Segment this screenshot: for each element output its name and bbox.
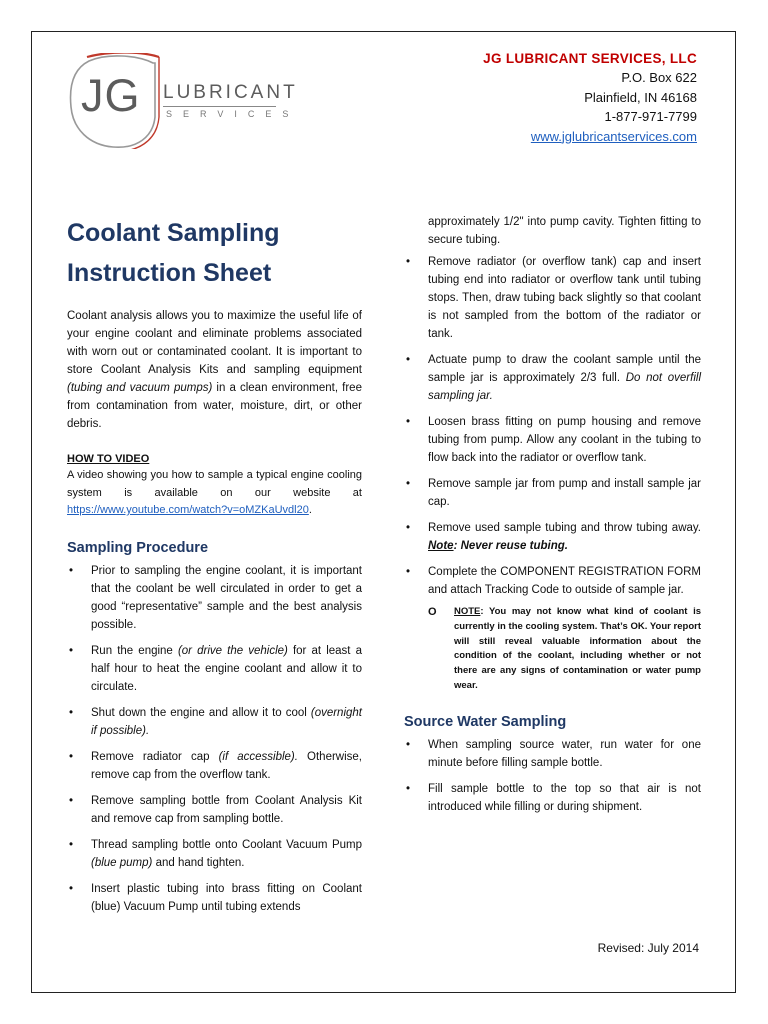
note-label: NOTE (454, 606, 481, 617)
company-website-link[interactable]: www.jglubricantservices.com (530, 128, 697, 144)
title-line-2: Instruction Sheet (67, 259, 272, 287)
sampling-steps-list-continued (404, 253, 701, 599)
step-text: Run the engine (91, 644, 173, 657)
list-item (404, 563, 701, 599)
bullet-icon: • (69, 838, 74, 851)
list-item (67, 562, 362, 634)
company-phone: 1-877-971-7799 (604, 109, 697, 125)
bullet-icon: • (69, 882, 74, 895)
bullet-icon: • (69, 794, 74, 807)
list-item (67, 880, 362, 916)
note-text: : You may not know what kind of coolant is currently in the cooling system. That’s OK. Your report will still reveal valuable information about the condition of the coolant, including whether or not there are any signs of contamination or water pump wear. (454, 606, 701, 691)
step-text: Remove radiator cap (91, 750, 210, 763)
intro-paragraph (67, 307, 362, 433)
step-text: Thread sampling bottle onto Coolant Vacuum Pump (91, 838, 362, 851)
step-text: Remove used sample tubing and throw tubing away. (428, 522, 701, 534)
bullet-icon: • (406, 782, 411, 795)
intro-sentence-2a: It is important to store Coolant Analysis Kits and sampling equipment (67, 346, 363, 376)
step-italic: (if accessible). (218, 750, 298, 763)
list-item (67, 704, 362, 740)
step-note-label: Note (428, 540, 454, 552)
source-water-list (404, 736, 701, 816)
step-continued-text: approximately 1/2" into pump cavity. Tighten fitting to secure tubing. (428, 216, 701, 246)
logo-letters: JG (81, 70, 141, 121)
bullet-icon: • (406, 566, 411, 578)
bullet-icon: • (406, 738, 411, 751)
step-italic: Do not overfill sampling jar. (428, 372, 701, 402)
step-text: and hand tighten. (155, 856, 245, 869)
source-water-heading: Source Water Sampling (404, 713, 567, 730)
step-text: Remove radiator (or overflow tank) cap and insert tubing end into radiator or overflow tank until tubing stops. Then, draw tubing back slightly so that coolant is not sampled from the bottom of the radiator or tank. (428, 256, 701, 340)
bullet-icon: • (69, 644, 74, 657)
step-text: Prior to sampling the engine coolant, it is important that the coolant be well circulated in order to get a good “representative” sample and the best analysis possible. (91, 564, 362, 631)
bullet-icon: • (69, 564, 74, 577)
company-contact-block (483, 49, 697, 146)
left-column (67, 213, 362, 916)
title-line-1: Coolant Sampling (67, 219, 280, 247)
list-item (67, 748, 362, 784)
logo-word: LUBRICANT (163, 82, 298, 103)
intro-sentence-1: Coolant analysis allows you to maximize the useful life of your engine coolant and eliminate problems associated with worn out or contaminated coolant. (67, 310, 362, 358)
intro-sentence-2c: in a clean environment, free from contamination from water, moisture, dirt, or other debris. (67, 382, 362, 430)
step-text: Complete the COMPONENT REGISTRATION FORM and attach Tracking Code to outside of sample jar. (428, 566, 701, 596)
sampling-procedure-heading: Sampling Procedure (67, 539, 209, 556)
right-column (404, 213, 701, 816)
list-item (404, 780, 701, 816)
bullet-icon: • (69, 706, 74, 719)
company-logo (67, 53, 300, 149)
step-text: Shut down the engine and allow it to cool (91, 706, 307, 719)
revised-date: Revised: July 2014 (597, 941, 699, 955)
list-item (404, 351, 701, 405)
howto-paragraph (67, 467, 362, 520)
list-item (404, 736, 701, 772)
company-po-box: P.O. Box 622 (621, 70, 697, 86)
list-item (404, 413, 701, 467)
howto-end: . (308, 504, 312, 516)
bullet-icon: • (406, 354, 411, 366)
step-text: Remove sample jar from pump and install sample jar cap. (428, 478, 701, 508)
step-text: Actuate pump to draw the coolant sample until the sample jar is approximately 2/3 full. (428, 354, 701, 384)
list-item (67, 836, 362, 872)
step-italic: (or drive the vehicle) (177, 644, 288, 657)
bullet-icon: • (69, 750, 74, 763)
step-text: Fill sample bottle to the top so that air is not introduced while filling or during shipment. (428, 782, 701, 813)
bullet-icon: • (406, 478, 411, 490)
company-name: JG LUBRICANT SERVICES, LLC (483, 51, 697, 66)
step-text: Otherwise, remove cap from the overflow tank. (91, 750, 362, 781)
howto-heading: HOW TO VIDEO (67, 453, 150, 465)
step-italic: (overnight if possible). (91, 706, 362, 737)
list-item (67, 792, 362, 828)
logo-sub: SERVICES (166, 109, 300, 119)
list-item (67, 642, 362, 696)
logo-divider (163, 106, 276, 107)
bullet-icon: • (406, 256, 411, 268)
step-italic: (blue pump) (91, 856, 153, 869)
coolant-type-note (428, 605, 701, 694)
bullet-icon: • (406, 416, 411, 428)
intro-sentence-2b: (tubing and vacuum pumps) (67, 382, 213, 394)
step-text: Loosen brass fitting on pump housing and remove tubing from pump. Allow any coolant in the tubing to flow back into the radiator or overflow tank. (428, 416, 701, 464)
howto-video-link[interactable]: https://www.youtube.com/watch?v=oMZKaUvdl20 (67, 504, 309, 516)
step-text: for at least a half hour to heat the engine coolant and allow it to circulate. (91, 644, 362, 693)
list-item (404, 475, 701, 511)
step-text: When sampling source water, run water for one minute before filling sample bottle. (428, 738, 701, 769)
step-text: Insert plastic tubing into brass fitting on Coolant (blue) Vacuum Pump until tubing extends (91, 882, 362, 913)
company-city: Plainfield, IN 46168 (584, 89, 697, 105)
sub-bullet-icon: O (428, 606, 437, 618)
howto-text: A video showing you how to sample a typical engine cooling system is available on our website at (67, 469, 362, 499)
page-title (67, 213, 362, 293)
sampling-steps-list (67, 562, 362, 916)
step-note-text: : Never reuse tubing. (453, 540, 568, 552)
list-item (404, 253, 701, 343)
list-item (404, 519, 701, 555)
bullet-icon: • (406, 522, 411, 534)
step-text: Remove sampling bottle from Coolant Analysis Kit and remove cap from sampling bottle. (91, 794, 362, 825)
